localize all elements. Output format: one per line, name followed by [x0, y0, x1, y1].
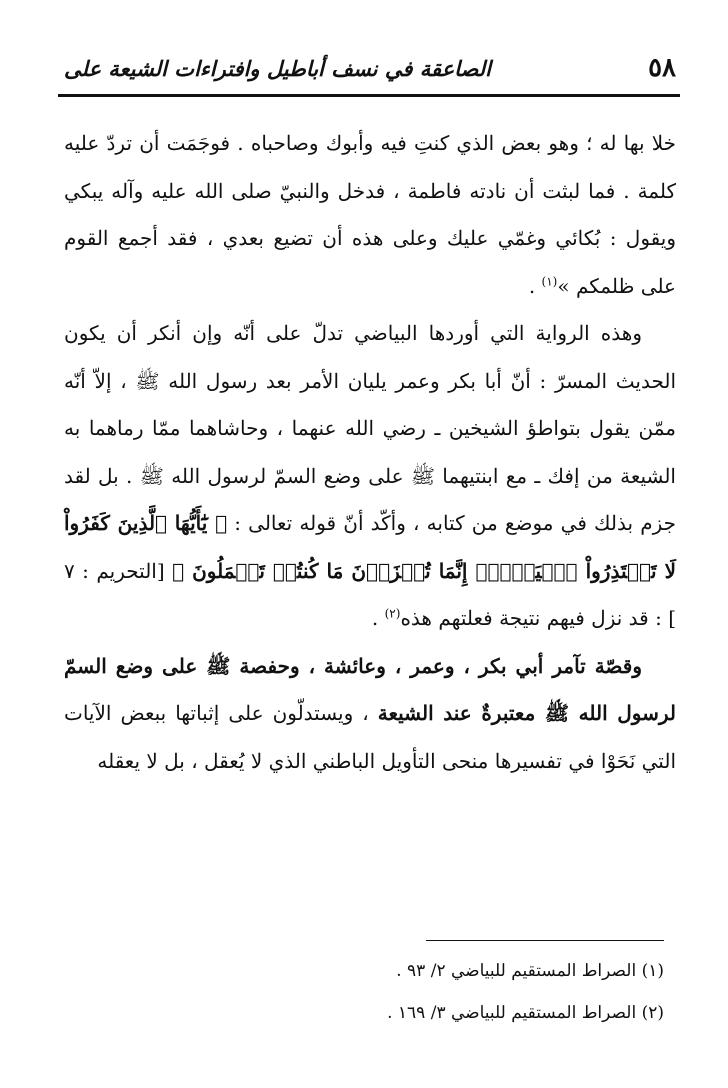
running-title: الصاعقة في نسف أباطيل وافتراءات الشيعة على — [64, 55, 491, 81]
paragraph-2 — [64, 310, 676, 643]
page-number: ٥٨ — [648, 53, 676, 83]
paragraph-3 — [64, 643, 676, 786]
paragraph-2-end: . — [371, 606, 385, 630]
paragraph-1-text: خلا بها له ؛ وهو بعض الذي كنتِ فيه وأبوك وصاحباه . فوجَمَت أن تردّ عليه كلمة . فما لبثت أن نادته فاطمة ، فدخل والنبيّ صلى الله عليه وآله يبكي ويقول : بُكائي وغمّي عليك وعلى هذه أن تضيع بعدي ، فقد أجمع القوم على ظلمكم » — [64, 131, 676, 298]
footnote-divider — [426, 940, 664, 941]
paragraph-3-bold: وقصّة تآمر أبي بكر ، وعمر ، وعائشة ، وحفصة ﷺ على وضع السمّ لرسول الله ﷺ معتبرةٌ عند الشيعة — [64, 653, 677, 725]
quran-verse: ﴿ يَٰٓأَيُّهَا ٱلَّذِينَ كَفَرُواْ لَا تَعۡتَذِرُواْ ٱلۡيَوۡمَۖ إِنَّمَا تُجۡزَوۡنَ مَا كُنتُمۡ تَعۡمَلُونَ ﴾ — [64, 511, 677, 583]
paragraph-2-text-a: وهذه الرواية التي أوردها البياضي تدلّ على أنّه وإن أنكر أن يكون الحديث المسرّ : أنّ أبا بكر وعمر يليان الأمر بعد رسول الله ﷺ ، إلاّ أنّه ممّن يقول بتواطؤ الشيخين ـ رضي الله عنهما ، وحاشاهما ممّا رماهما به الشيعة من إفك ـ مع ابنتيهما ﷺ على وضع السمّ لرسول الله ﷺ . بل لقد جزم بذلك في موضع من كتابه ، وأكّد أنّ قوله تعالى : — [64, 321, 677, 535]
paragraph-1-end: . — [528, 273, 542, 298]
footnote-ref-1: (١) — [541, 273, 558, 288]
footnote-ref-2: (٢) — [384, 606, 401, 621]
paragraph-2-text-b: : قد نزل فيهم نتيجة فعلتهم هذه — [400, 606, 669, 630]
paragraph-3-text: ، ويستدلّون على إثباتها ببعض الآيات التي نَحَوْا في تفسيرها منحى التأويل الباطني الذي لا يُعقل ، بل لا يعقله — [64, 701, 676, 773]
footnote-2: (٢) الصراط المستقيم للبياضي ٣/ ١٦٩ . — [387, 1003, 664, 1023]
footnotes — [64, 950, 664, 1034]
header-divider — [58, 94, 680, 97]
footnote-1: (١) الصراط المستقيم للبياضي ٢/ ٩٣ . — [396, 961, 664, 981]
verse-citation: [التحريم : ٧ ] — [64, 558, 676, 630]
paragraph-1 — [64, 120, 676, 310]
main-text — [64, 120, 676, 785]
page-header — [64, 44, 676, 92]
